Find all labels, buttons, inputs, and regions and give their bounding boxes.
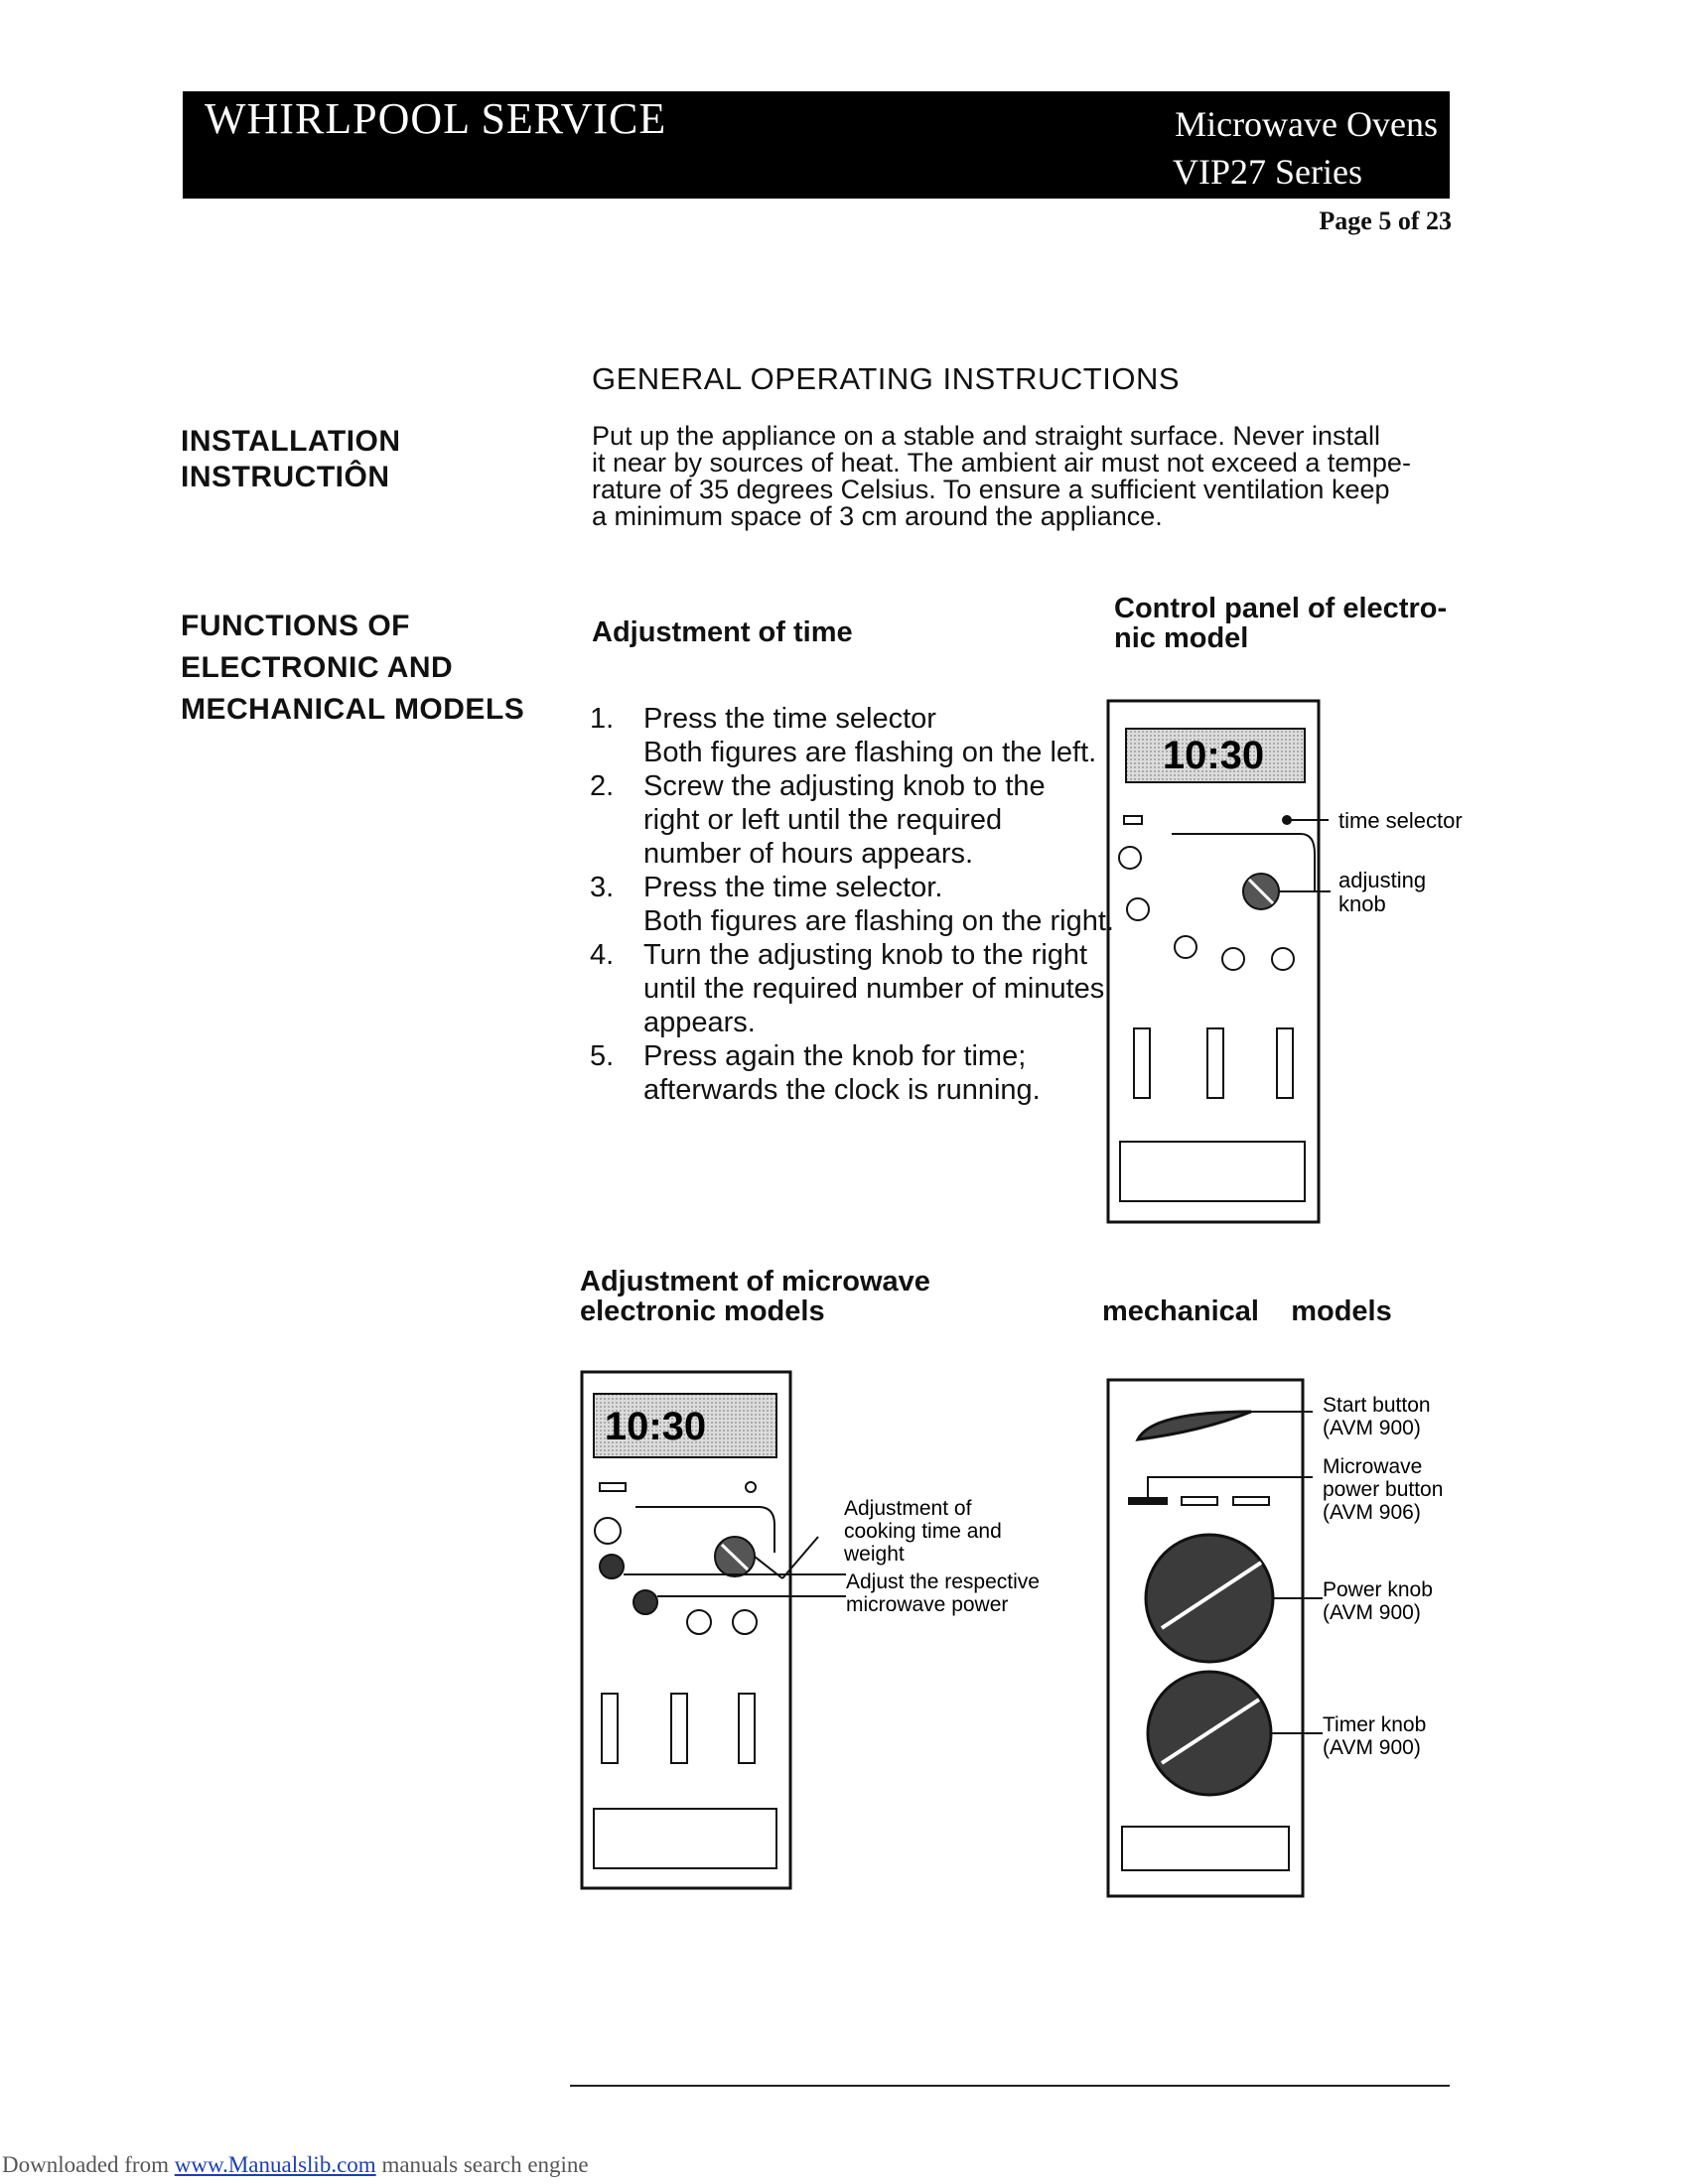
step-text: Turn the adjusting knob to the right <box>643 939 1088 971</box>
start-button[interactable] <box>1138 1412 1251 1439</box>
slot-indicator <box>602 1694 618 1763</box>
indicator-led <box>600 1483 626 1491</box>
step-number: 5. <box>590 1040 615 1072</box>
step-text: Both figures are flashing on the right. <box>643 905 1114 937</box>
slot-indicator <box>1207 1028 1223 1098</box>
microwave-heading-line: electronic models <box>580 1296 825 1327</box>
function-button[interactable] <box>1127 898 1149 920</box>
microwave-heading-line: Adjustment of microwave <box>580 1266 930 1297</box>
slot-indicator <box>671 1694 687 1763</box>
step-text: appears. <box>643 1007 756 1038</box>
step-number: 4. <box>590 939 615 971</box>
display-time: 10:30 <box>1162 734 1265 777</box>
control-panel-heading <box>1114 594 1447 653</box>
step-text: Screw the adjusting knob to the <box>643 770 1046 802</box>
power-selector-button[interactable] <box>1182 1497 1217 1505</box>
mechanical-heading: mechanical models <box>1102 1296 1392 1327</box>
function-button[interactable] <box>687 1610 711 1634</box>
power-knob-label-line: (AVM 900) <box>1323 1601 1421 1624</box>
step-text: Both figures are flashing on the left. <box>643 737 1097 768</box>
function-button[interactable] <box>733 1610 757 1634</box>
step-text: Press the time selector. <box>643 872 943 903</box>
power-button[interactable] <box>633 1590 657 1614</box>
installation-heading-line: INSTALLATION <box>181 425 401 458</box>
step-text: Press the time selector <box>643 703 936 735</box>
installation-line: Put up the appliance on a stable and straight surface. Never install <box>592 421 1380 451</box>
power-button-label-line: Microwave <box>1323 1455 1423 1478</box>
step-text: afterwards the clock is running. <box>643 1074 1041 1106</box>
time-selector-label: time selector <box>1338 808 1463 833</box>
installation-heading <box>181 421 401 498</box>
installation-line: a minimum space of 3 cm around the appliance. <box>592 501 1163 531</box>
installation-heading-line: INSTRUCTIÔN <box>181 461 390 493</box>
power-button-label-line: power button <box>1323 1478 1444 1501</box>
functions-heading-line: FUNCTIONS OF <box>181 610 410 642</box>
leader-line <box>1148 1477 1313 1497</box>
step-number: 1. <box>590 703 615 735</box>
knob-label-line: adjusting <box>1338 868 1427 892</box>
manualslib-link[interactable]: www.Manualslib.com <box>174 2152 376 2177</box>
mechanical-panel-diagram <box>1102 1374 1519 1910</box>
step-text: right or left until the required <box>643 804 1003 836</box>
functions-heading-line: MECHANICAL MODELS <box>181 693 525 726</box>
step-number: 2. <box>590 770 615 802</box>
function-button[interactable] <box>1222 948 1244 970</box>
installation-line: it near by sources of heat. The ambient air must not exceed a tempe- <box>592 448 1411 478</box>
function-button[interactable] <box>1119 847 1141 869</box>
step-text: number of hours appears. <box>643 838 974 870</box>
cooking-label-line: Adjustment of <box>844 1497 972 1520</box>
footer <box>2 2152 589 2178</box>
start-label-line: Start button <box>1323 1394 1431 1417</box>
power-label-line: Adjust the respective <box>846 1570 1040 1593</box>
control-panel-heading-line: nic model <box>1114 622 1249 654</box>
timer-knob-label-line: Timer knob <box>1323 1713 1427 1736</box>
installation-text <box>592 423 1466 530</box>
steps-list <box>590 703 1116 1120</box>
header-bar <box>183 91 1450 199</box>
display-time: 10:30 <box>604 1405 707 1448</box>
installation-line: rature of 35 degrees Celsius. To ensure a sufficient ventilation keep <box>592 475 1390 504</box>
bottom-rule <box>570 2085 1450 2087</box>
product-line: Microwave Ovens <box>1175 104 1438 144</box>
cooking-label-line: cooking time and <box>844 1520 1002 1543</box>
leader-line <box>782 1537 818 1578</box>
microwave-panel-diagram <box>576 1366 1092 1902</box>
page-number: Page 5 of 23 <box>1319 206 1452 235</box>
step-text: until the required number of minutes <box>643 973 1105 1005</box>
slot-indicator <box>1134 1028 1150 1098</box>
slot-indicator <box>739 1694 755 1763</box>
indicator-dot <box>746 1482 756 1492</box>
door-release-button[interactable] <box>594 1809 776 1868</box>
knob-outline-line <box>635 1507 774 1553</box>
main-heading: GENERAL OPERATING INSTRUCTIONS <box>592 361 1181 396</box>
footer-suffix: manuals search engine <box>375 2152 589 2177</box>
step-number: 3. <box>590 872 615 903</box>
power-label-line: microwave power <box>846 1593 1009 1616</box>
start-label-line: (AVM 900) <box>1323 1417 1421 1439</box>
footer-prefix: Downloaded from <box>2 2152 175 2177</box>
power-button-label-line: (AVM 906) <box>1323 1501 1421 1524</box>
timer-knob-label-line: (AVM 900) <box>1323 1736 1421 1759</box>
power-selector-button[interactable] <box>1233 1497 1269 1505</box>
power-button[interactable] <box>600 1555 624 1578</box>
function-button[interactable] <box>595 1518 621 1544</box>
control-panel-heading-line: Control panel of electro- <box>1114 593 1448 624</box>
series-title: VIP27 Series <box>1173 152 1362 192</box>
adjustment-of-time-heading: Adjustment of time <box>592 616 853 648</box>
functions-heading-line: ELECTRONIC AND <box>181 651 454 684</box>
function-button[interactable] <box>1272 948 1294 970</box>
power-knob-label-line: Power knob <box>1323 1578 1433 1601</box>
functions-heading <box>181 606 524 731</box>
door-release-button[interactable] <box>1120 1142 1305 1201</box>
indicator-led <box>1124 816 1142 824</box>
brand-title: WHIRLPOOL SERVICE <box>205 94 667 143</box>
door-release-button[interactable] <box>1122 1827 1289 1870</box>
function-button[interactable] <box>1175 936 1196 958</box>
time-selector-button[interactable] <box>1282 815 1292 825</box>
cooking-label-line: weight <box>844 1543 905 1566</box>
microwave-heading <box>580 1267 930 1326</box>
knob-outline-line <box>1172 834 1315 891</box>
step-text: Press again the knob for time; <box>643 1040 1027 1072</box>
power-selector-button[interactable] <box>1128 1497 1168 1505</box>
slot-indicator <box>1277 1028 1293 1098</box>
electronic-panel-diagram <box>1102 695 1519 1231</box>
knob-label-line: knob <box>1338 891 1386 916</box>
